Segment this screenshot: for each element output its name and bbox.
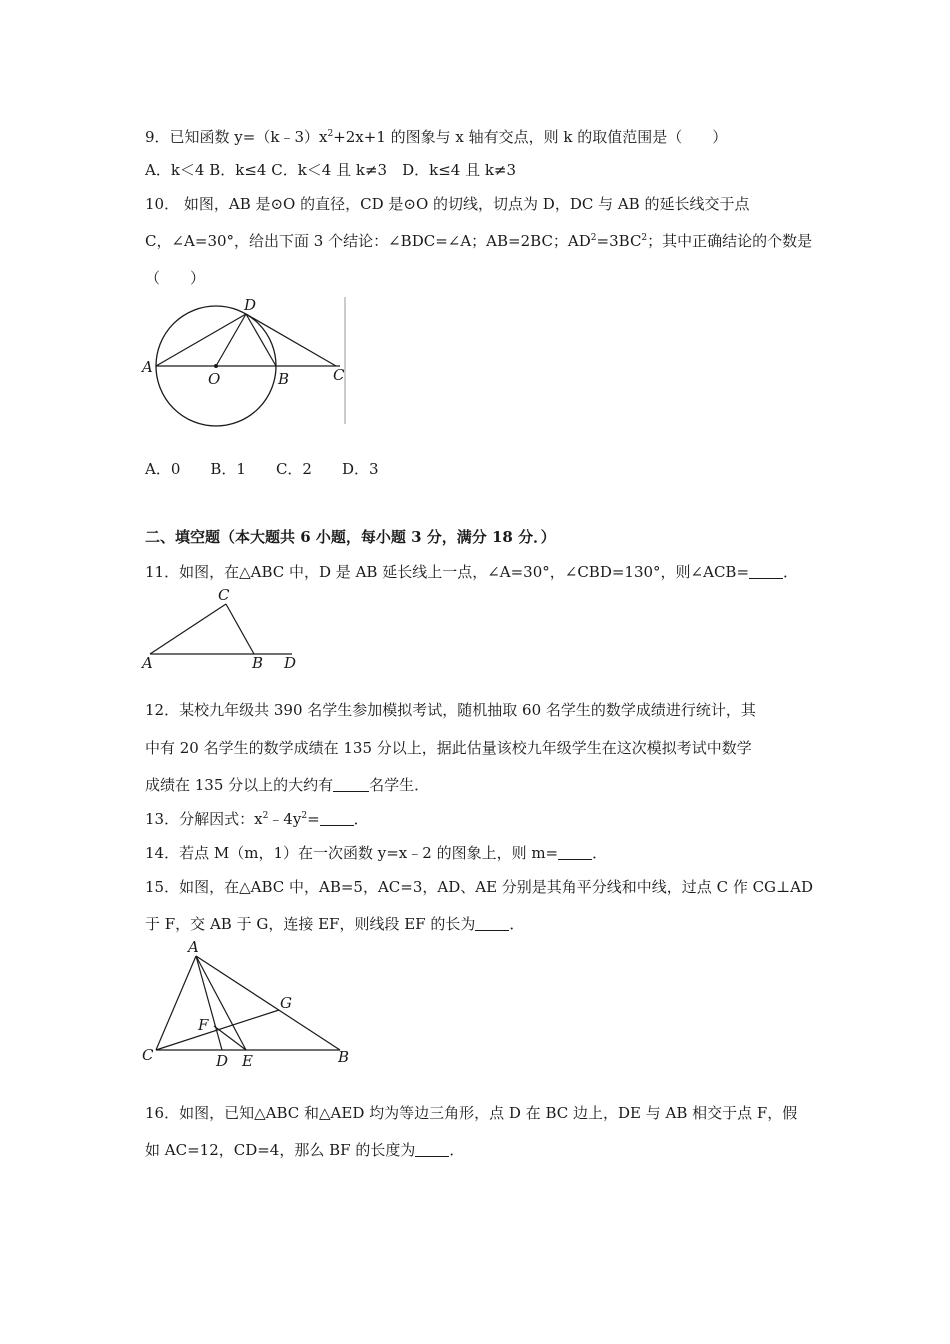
label-d: D	[284, 654, 297, 672]
q10-options: A．0 B．1 C．2 D．3	[145, 460, 379, 478]
label-c: C	[142, 1046, 154, 1064]
q15-stem-line2: 于 F，交 AB 于 G，连接 EF，则线段 EF 的长为 ．	[145, 915, 525, 933]
q9-stem: 9．已知函数 $y=(k﹣3)x^2+2x+1$ 的图象与 x 轴有交点，则 k 的取值范围是（ ）	[145, 128, 728, 146]
segment-cb	[226, 604, 254, 654]
section-heading: 二、填空题（本大题共 6 小题，每小题 3 分，满分 18 分．）	[145, 528, 556, 546]
answer-blank	[415, 1142, 449, 1157]
segment-ae	[196, 956, 246, 1050]
answer-blank	[749, 564, 783, 579]
label-a: A	[142, 654, 153, 672]
label-e: E	[242, 1052, 253, 1070]
segment-ad	[156, 314, 246, 366]
label-b: B	[338, 1048, 350, 1066]
answer-blank	[475, 916, 509, 931]
q14-stem: 14．若点 M（m，1）在一次函数 y=x﹣2 的图象上，则 m= ．	[145, 844, 608, 862]
q15-stem-line1: 15．如图，在△ABC 中，AB=5，AC=3，AD、AE 分别是其角平分线和中线，过点 C 作 CG⊥AD	[145, 878, 814, 896]
label-d: D	[244, 296, 257, 314]
segment-cg	[156, 1010, 279, 1050]
label-a: A	[188, 938, 199, 956]
label-d: D	[216, 1052, 229, 1070]
label-a: A	[142, 358, 153, 376]
segment-bd	[246, 314, 276, 366]
segment-ac	[156, 956, 196, 1050]
label-b: B	[252, 654, 264, 672]
q16-stem-line2: 如 AC=12，CD=4，那么 BF 的长度为 ．	[145, 1141, 465, 1159]
q15-triangle-figure	[140, 938, 360, 1068]
label-o: O	[208, 370, 221, 388]
segment-od	[216, 314, 246, 366]
segment-dc	[246, 314, 336, 366]
label-c: C	[333, 366, 345, 384]
label-f: F	[198, 1016, 209, 1034]
q10-answer-paren: （ ）	[145, 269, 206, 287]
q10-stem-line1: 10． 如图，AB 是⊙O 的直径，CD 是⊙O 的切线，切点为 D，DC 与 AB 的延长线交于点	[145, 195, 750, 213]
q12-stem-line2: 中有 20 名学生的数学成绩在 135 分以上，据此估量该校九年级学生在这次模拟考试中数学	[145, 739, 752, 757]
q10-stem-line2: C，∠A=30°，给出下面 3 个结论：∠BDC=∠A；AB=2BC；$AD^2=3BC^2$；其中正确结论的个数是	[145, 232, 813, 250]
q9-options: A．k＜4 B．k≤4 C．k＜4 且 k≠3 D．k≤4 且 k≠3	[145, 161, 517, 179]
segment-ac	[150, 604, 226, 654]
q11-stem: 11．如图，在△ABC 中，D 是 AB 延长线上一点，∠A=30°，∠CBD=130°，则∠ACB= ．	[145, 563, 799, 581]
q11-triangle-figure	[140, 584, 310, 670]
answer-blank	[333, 777, 369, 792]
q16-stem-line1: 16．如图，已知△ABC 和△AED 均为等边三角形，点 D 在 BC 边上，DE 与 AB 相交于点 F，假	[145, 1104, 798, 1122]
q13-stem: 13．分解因式：$x^2﹣4y^2=$ ．	[145, 810, 369, 828]
center-point-o	[214, 364, 218, 368]
q10-circle-figure	[140, 292, 360, 432]
answer-blank	[320, 811, 354, 826]
q12-stem-line1: 12．某校九年级共 390 名学生参加模拟考试，随机抽取 60 名学生的数学成绩进行统计，其	[145, 701, 756, 719]
answer-blank	[558, 845, 592, 860]
q12-stem-line3: 成绩在 135 分以上的大约有 名学生．	[145, 776, 430, 794]
label-c: C	[218, 586, 230, 604]
label-b: B	[278, 370, 290, 388]
label-g: G	[280, 994, 292, 1012]
